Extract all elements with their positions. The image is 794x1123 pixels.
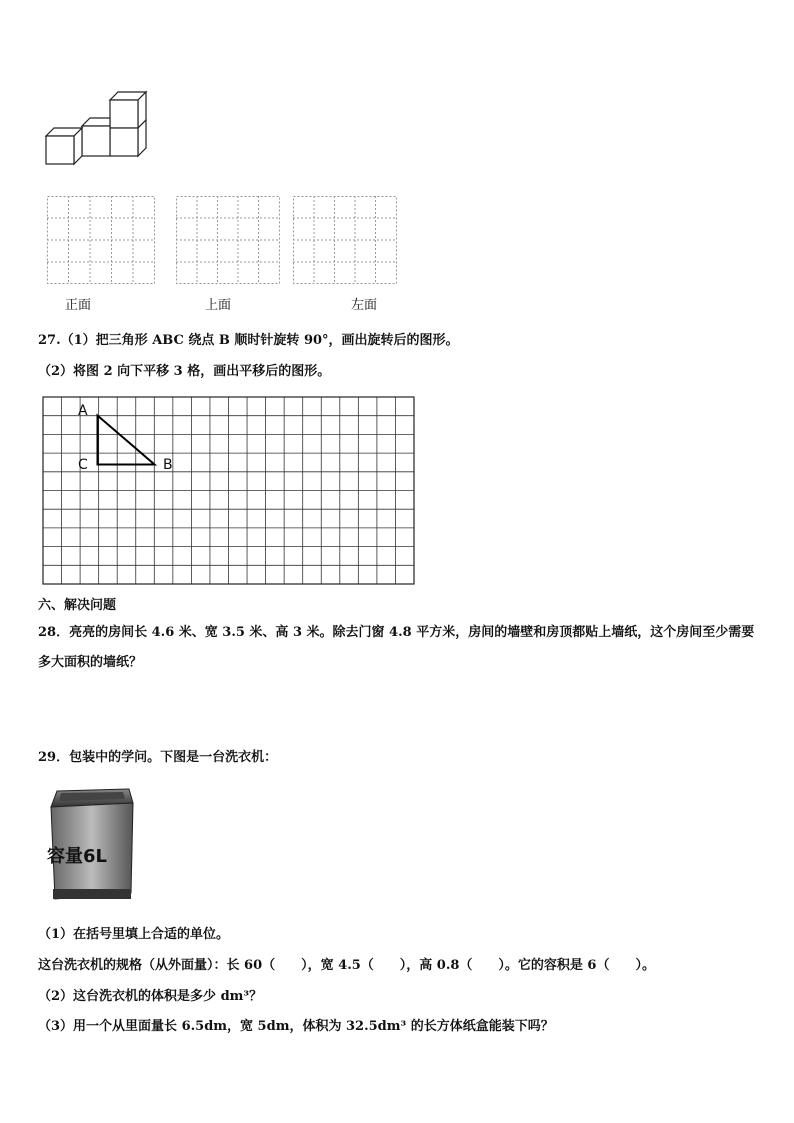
machine-capacity-label: 容量6L [47,846,107,867]
q28-text: 28．亮亮的房间长 4.6 米、宽 3.5 米、高 3 米。除去门窗 4.8 平方米，房间的墙壁和房顶都贴上墙纸，这个房间至少需要多大面积的墙纸？ [38,625,755,670]
triangle-abc [98,416,155,465]
q29-part2: （2）这台洗衣机的体积是多少 dm³？ [38,989,263,1004]
q27-part2: （2）将图 2 向下平移 3 格，画出平移后的图形。 [38,364,331,379]
section-title: 六、解决问题 [38,598,117,613]
q29-intro: 29．包装中的学问。下图是一台洗衣机： [38,750,278,765]
left-view-grid [293,196,397,284]
q29-part1: （1）在括号里填上合适的单位。 [38,927,230,942]
top-view-grid [176,196,280,284]
front-view-grid [47,196,155,284]
front-view-label: 正面 [65,298,92,313]
top-view-label: 上面 [205,298,232,313]
point-a-label: A [78,403,88,419]
cube-stack-figure [40,86,155,168]
q27-part1: 27.（1）把三角形 ABC 绕点 B 顺时针旋转 90°，画出旋转后的图形。 [38,333,459,348]
point-b-label: B [163,457,173,473]
q29-spec: 这台洗衣机的规格（从外面量）：长 60（ ），宽 4.5（ ），高 0.8（ ）。它的容积是 6（ ）。 [38,958,655,973]
point-c-label: C [78,457,88,473]
triangle-grid [42,396,415,586]
left-view-label: 左面 [351,298,378,313]
q29-part3: （3）用一个从里面量长 6.5dm，宽 5dm，体积为 32.5dm³ 的长方体纸盒能装下吗？ [38,1019,554,1034]
